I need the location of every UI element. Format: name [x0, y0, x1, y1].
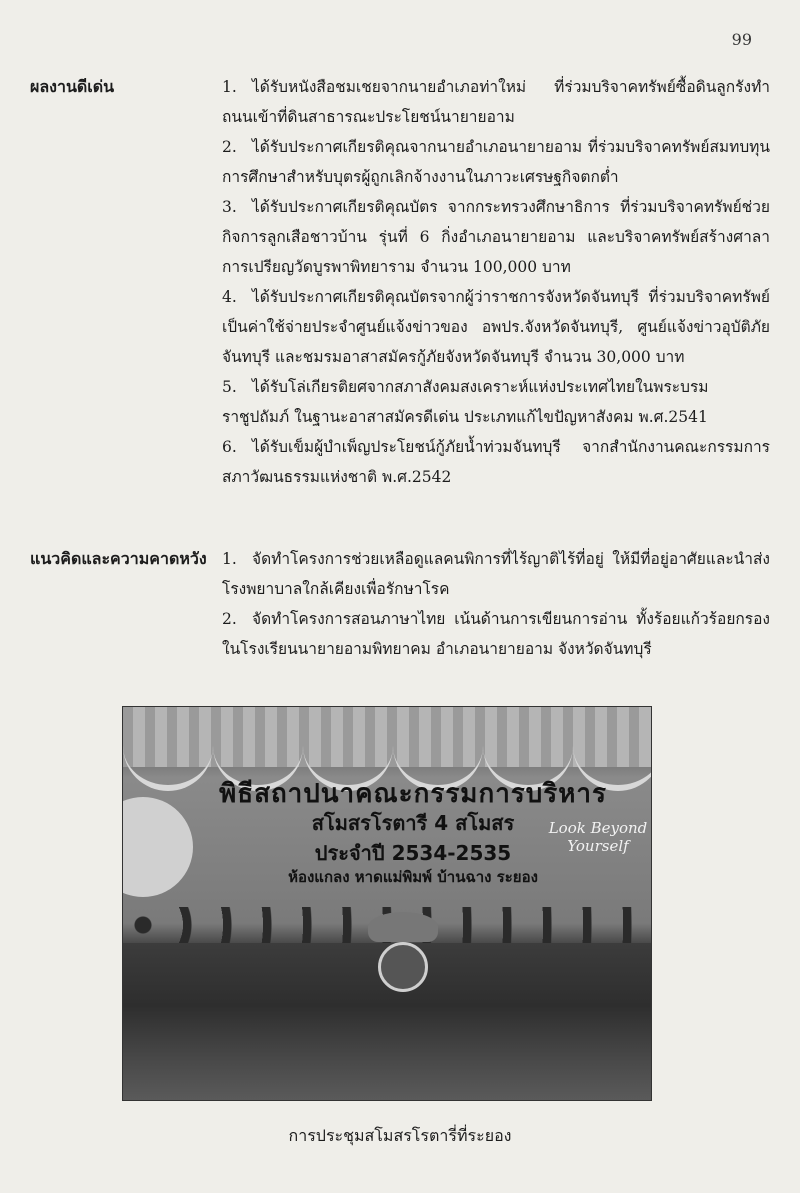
- item-number: 4.: [222, 288, 237, 306]
- achievement-item: [222, 432, 770, 492]
- achievement-item: [222, 192, 770, 282]
- photo-caption: การประชุมสโมสรโรตารี่ที่ระยอง: [288, 1126, 512, 1145]
- podium-flowers: [368, 912, 438, 942]
- ideas-label: แนวคิดและความคาดหวัง: [30, 549, 207, 568]
- curtain-swag: [123, 745, 213, 791]
- item-text: ได้รับประกาศเกียรติคุณบัตรจากผู้ว่าราชการจังหวัดจันทบุรี ที่ร่วมบริจาคทรัพย์เป็นค่าใช้จ่ายประจำศูนย์แจ้งข่าวของ อพปร.จังหวัดจันทบุรี, ศูนย์แจ้งข่าวอุบัติภัยจันทบุรี และชมรมอาสาสมัครกู้ภัยจังหวัดจันทบุรี จำนวน 30,000 บาท: [222, 288, 770, 366]
- banner-title: พิธีสถาปนาคณะกรรมการบริหาร: [219, 779, 607, 809]
- meeting-photo: [122, 706, 652, 1101]
- achievements-label: ผลงานดีเด่น: [30, 77, 115, 96]
- banner-slogan: Look Beyond Yourself: [548, 819, 648, 855]
- page-number: 99: [731, 30, 752, 49]
- item-number: 2.: [222, 610, 237, 628]
- balloon-decoration: [122, 797, 193, 897]
- banner-subtitle: สโมสรโรตารี 4 สโมสร: [311, 811, 515, 835]
- item-text: ได้รับประกาศเกียรติคุณจากนายอำเภอนายายอาม ที่ร่วมบริจาคทรัพย์สมทบทุนการศึกษาสำหรับบุตรผู้ถูกเลิกจ้างงานในภาวะเศรษฐกิจตกต่ำ: [222, 138, 770, 186]
- achievement-item: [222, 372, 770, 432]
- item-number: 2.: [222, 138, 237, 156]
- item-text: ได้รับเข็มผู้บำเพ็ญประโยชน์กู้ภัยน้ำท่วมจันทบุรี จากสำนักงานคณะกรรมการสภาวัฒนธรรมแห่งชาติ พ.ศ.2542: [222, 438, 770, 486]
- item-text: ได้รับหนังสือชมเชยจากนายอำเภอท่าใหม่ ที่ร่วมบริจาคทรัพย์ซื้อดินลูกรังทำถนนเข้าที่ดินสาธารณะประโยชน์นายายอาม: [222, 78, 770, 126]
- idea-item: [222, 544, 770, 604]
- banner-year: ประจำปี 2534-2535: [314, 841, 512, 865]
- idea-item: [222, 604, 770, 664]
- item-text: จัดทำโครงการสอนภาษาไทย เน้นด้านการเขียนการอ่าน ทั้งร้อยแก้วร้อยกรอง ในโรงเรียนนายายอามพิทยาคม อำเภอนายายอาม จังหวัดจันทบุรี: [222, 610, 770, 658]
- banner-locations: ห้องแกลง หาดแม่พิมพ์ บ้านฉาง ระยอง: [288, 868, 538, 886]
- item-number: 1.: [222, 78, 237, 96]
- item-number: 3.: [222, 198, 237, 216]
- achievements-section: [30, 72, 770, 492]
- item-number: 5.: [222, 378, 237, 396]
- item-number: 1.: [222, 550, 237, 568]
- item-text: ได้รับโล่เกียรติยศจากสภาสังคมสงเคราะห์แห่งประเทศไทยในพระบรมราชูปถัมภ์ ในฐานะอาสาสมัครดีเด่น ประเภทแก้ไขปัญหาสังคม พ.ศ.2541: [222, 378, 709, 426]
- achievement-item: [222, 72, 770, 132]
- achievement-item: [222, 132, 770, 192]
- item-text: จัดทำโครงการช่วยเหลือดูแลคนพิการที่ไร้ญาติไร้ที่อยู่ ให้มีที่อยู่อาศัยและนำส่งโรงพยาบาลใกล้เคียงเพื่อรักษาโรค: [222, 550, 770, 598]
- rotary-emblem-icon: [378, 942, 428, 992]
- ideas-list: [222, 544, 770, 664]
- ideas-section: [30, 544, 770, 664]
- item-text: ได้รับประกาศเกียรติคุณบัตร จากกระทรวงศึกษาธิการ ที่ร่วมบริจาคทรัพย์ช่วยกิจการลูกเสือชาวบ้าน รุ่นที่ 6 กิ่งอำเภอนายายอาม และบริจาคทรัพย์สร้างศาลาการเปรียญวัดบูรพาพิทยาราม จำนวน 100,000 บาท: [222, 198, 770, 276]
- achievements-list: [222, 72, 770, 492]
- item-number: 6.: [222, 438, 237, 456]
- achievement-item: [222, 282, 770, 372]
